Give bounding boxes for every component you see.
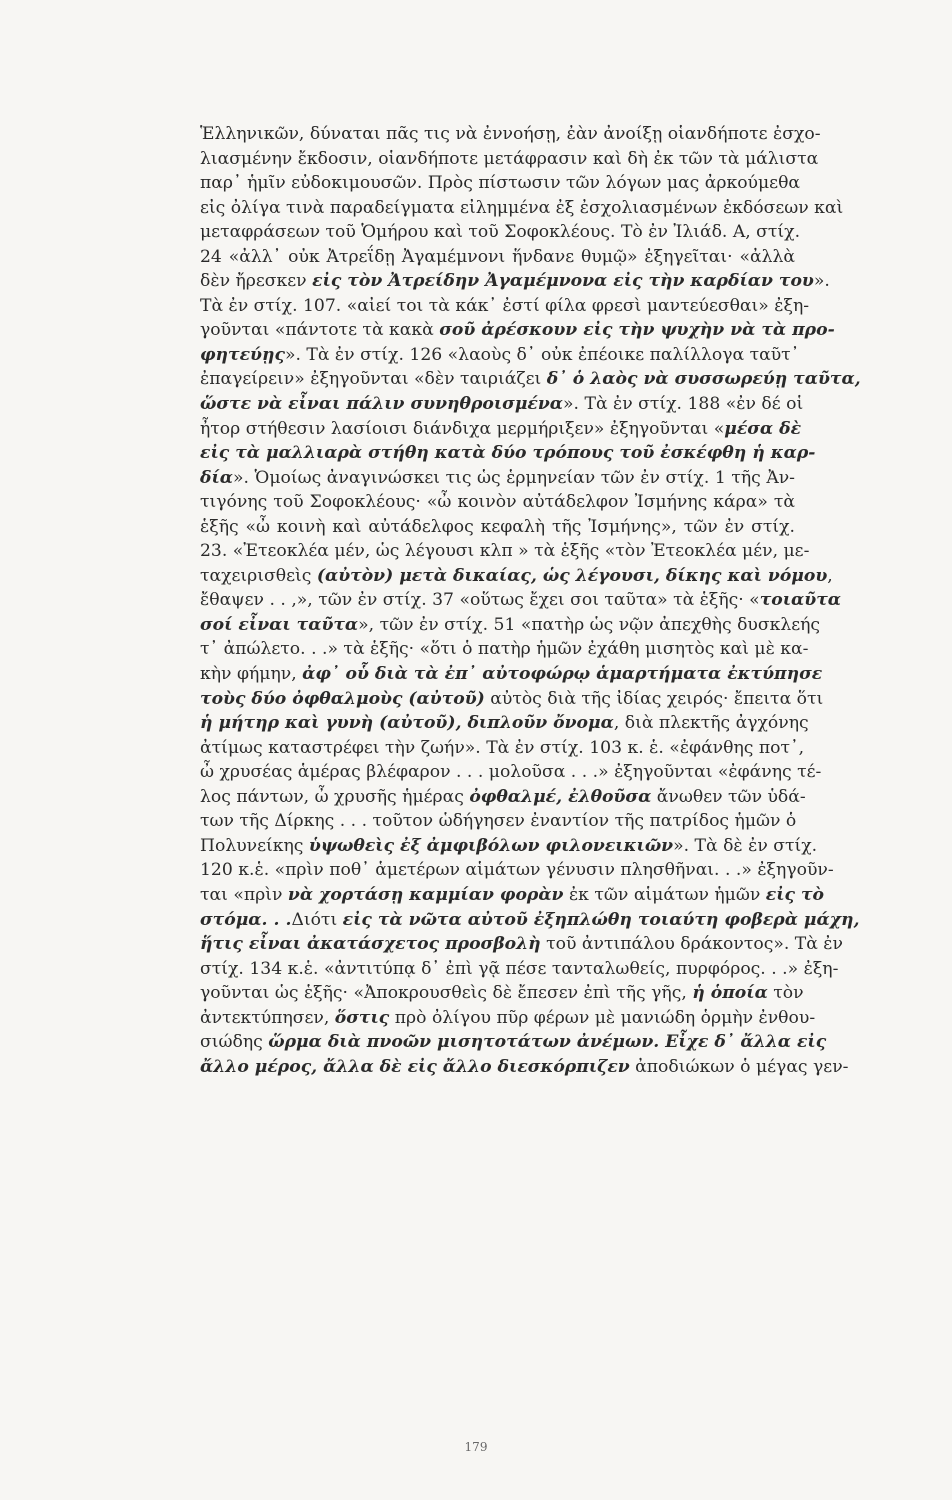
text-line: [200, 441, 816, 466]
text-line: [200, 147, 819, 172]
text-line: [200, 834, 818, 859]
text-run: ἔθαψεν . . ,», τῶν ἐν στίχ. 37 «οὕτως ἔχει σοι ταῦτα» τὰ ἑξῆς· «: [200, 590, 760, 611]
emphasized-text: ὅστις: [334, 1007, 390, 1028]
text-line: [200, 122, 821, 147]
text-line: [200, 637, 809, 662]
text-run: των τῆς Δίρκης . . . τοῦτον ὡδήγησεν ἐναντίον τῆς πατρίδος ἡμῶν ὁ: [200, 811, 797, 832]
emphasized-text: δία: [200, 467, 234, 488]
emphasized-text: τοιαῦτα: [759, 590, 841, 611]
text-line: [200, 417, 802, 442]
text-run: ται «πρὶν: [200, 884, 288, 905]
emphasized-text: ἡ μήτηρ καὶ γυνὴ (αὐτοῦ), διπλοῦν ὄνομα: [200, 713, 614, 734]
text-line: [200, 564, 833, 589]
text-run: λος πάντων, ὦ χρυσῆς ἡμέρας: [200, 786, 470, 807]
text-run: ἀτίμως καταστρέφει τὴν ζωήν». Τὰ ἐν στίχ. 103 κ. ἑ. «ἐφάνθης ποτ᾽,: [200, 737, 805, 758]
emphasized-text: εἰς τὸ: [765, 884, 825, 905]
emphasized-text: ἀφ᾽ οὗ διὰ τὰ ἐπ᾽ αὐτοφώρῳ ἁμαρτήματα ἐκτύπησε: [302, 664, 823, 685]
text-run: παρ᾽ ἡμῖν εὐδοκιμουσῶν. Πρὸς πίστωσιν τῶν λόγων μας ἀρκούμεθα: [200, 173, 801, 194]
text-line: [200, 245, 795, 270]
text-run: λιασμένην ἔκδοσιν, οἱανδήποτε μετάφρασιν καὶ δὴ ἐκ τῶν τὰ μάλιστα: [200, 148, 819, 169]
text-line: [200, 220, 801, 245]
text-line: [200, 662, 823, 687]
text-run: ,: [827, 565, 833, 586]
text-run: στίχ. 134 κ.ἑ. «ἀντιτύπᾳ δ᾽ ἐπὶ γᾷ πέσε τανταλωθείς, πυρφόρος. . .» ἐξη-: [200, 958, 839, 979]
text-run: τοῦ ἀντιπάλου δράκοντος». Τὰ ἐν: [540, 934, 843, 955]
text-line: [200, 1006, 816, 1031]
text-line: [200, 515, 795, 540]
emphasized-text: ἡ ὁποία: [692, 983, 768, 1004]
text-run: 120 κ.ἑ. «πρὶν ποθ᾽ ἁμετέρων αἱμάτων γένυσιν πλησθῆναι. . .» ἐξηγοῦν-: [200, 860, 834, 881]
emphasized-text: μέσα δὲ: [724, 418, 802, 439]
text-run: μεταφράσεων τοῦ Ὁμήρου καὶ τοῦ Σοφοκλέους. Τὸ ἐν Ἰλιάδ. Α, στίχ.: [200, 222, 801, 243]
text-line: [200, 809, 795, 834]
emphasized-text: ὥρμα διὰ πνοῶν μισητοτάτων ἀνέμων. Εἶχε δ᾽ ἄλλα εἰς: [268, 1032, 827, 1053]
emphasized-text: νὰ χορτάσῃ καμμίαν φορὰν: [287, 884, 564, 905]
text-line: [200, 196, 844, 221]
text-run: », τῶν ἐν στίχ. 51 «πατὴρ ὡς νῷν ἀπεχθὴς δυσκλεής: [358, 614, 821, 635]
emphasized-text: σοῦ ἀρέσκουν εἰς τὴν ψυχὴν νὰ τὰ προ-: [439, 320, 835, 341]
text-run: γοῦνται «πάντοτε τὰ κακὰ: [200, 320, 440, 341]
text-run: ».: [813, 271, 830, 292]
text-run: γοῦνται ὡς ἑξῆς· «Ἀποκρουσθεὶς δὲ ἔπεσεν ἐπὶ τῆς γῆς,: [200, 983, 693, 1004]
text-line: [200, 932, 843, 957]
text-line: [200, 760, 822, 785]
emphasized-text: φητεύῃς: [200, 344, 285, 365]
emphasized-text: εἰς τὰ μαλλιαρὰ στήθη κατὰ δύο τρόπους τοῦ ἐσκέφθη ἡ καρ-: [200, 443, 816, 464]
text-run: 24 «ἀλλ᾽ οὐκ Ἀτρεΐδῃ Ἀγαμέμνονι ἥνδανε θυμῷ» ἐξηγεῖται· «ἀλλὰ: [200, 246, 795, 267]
text-run: δὲν ἤρεσκεν: [200, 271, 313, 292]
text-line: [200, 1055, 849, 1080]
text-run: κὴν φήμην,: [200, 664, 303, 685]
page-number: 179: [464, 1440, 488, 1454]
text-run: Τὰ ἐν στίχ. 107. «αἰεί τοι τὰ κάκ᾽ ἐστί φίλα φρεσὶ μαντεύεσθαι» ἐξη-: [200, 295, 810, 316]
emphasized-text: ὑψωθεὶς ἐξ ἀμφιβόλων φιλονεικιῶν: [308, 835, 674, 856]
text-line: [200, 957, 839, 982]
emphasized-text: εἰς τὸν Ἀτρείδην Ἀγαμέμνονα εἰς τὴν καρδίαν του: [312, 271, 814, 292]
text-run: , διὰ πλεκτῆς ἀγχόνης: [613, 713, 809, 734]
text-line: [200, 687, 824, 712]
text-run: 23. «Ἐτεοκλέα μέν, ὡς λέγουσι κλπ » τὰ ἑξῆς «τὸν Ἐτεοκλέα μέν, με-: [200, 541, 810, 562]
text-run: ταχειρισθεὶς: [200, 565, 317, 586]
text-run: ἄνωθεν τῶν ὑδά-: [651, 786, 806, 807]
text-run: ». Τὰ ἐν στίχ. 188 «ἐν δέ οἱ: [563, 394, 804, 415]
text-line: [200, 858, 834, 883]
text-line: [200, 392, 804, 417]
text-run: εἰς ὀλίγα τινὰ παραδείγματα εἰλημμένα ἐξ ἐσχολιασμένων ἐκδόσεων καὶ: [200, 197, 844, 218]
text-run: πρὸ ὀλίγου πῦρ φέρων μὲ μανιώδη ὁρμὴν ἐνθου-: [389, 1007, 816, 1028]
text-run: Διότι: [291, 909, 343, 930]
text-line: [200, 613, 821, 638]
text-run: ». Ὁμοίως ἀναγινώσκει τις ὡς ἑρμηνείαν τῶν ἐν στίχ. 1 τῆς Ἀν-: [233, 467, 795, 488]
emphasized-text: ὀφθαλμέ, ἐλθοῦσα: [469, 786, 652, 807]
body-text: [200, 122, 861, 1079]
emphasized-text: ἄλλο μέρος, ἄλλα δὲ εἰς ἄλλο διεσκόρπιζεν: [200, 1056, 630, 1077]
text-line: [200, 269, 830, 294]
text-run: ἀποδιώκων ὁ μέγας γεν-: [629, 1056, 849, 1077]
emphasized-text: (αὐτὸν) μετὰ δικαίας, ὡς λέγουσι, δίκης καὶ νόμου: [316, 565, 828, 586]
text-line: [200, 318, 835, 343]
text-line: [200, 711, 809, 736]
emphasized-text: στόμα. . .: [200, 909, 292, 930]
text-run: ἐκ τῶν αἱμάτων ἡμῶν: [563, 884, 766, 905]
emphasized-text: τοὺς δύο ὀφθαλμοὺς (αὐτοῦ): [200, 688, 485, 709]
text-run: ἦτορ στήθεσιν λασίοισι διάνδιχα μερμήριξεν» ἐξηγοῦνται «: [200, 418, 725, 439]
text-line: [200, 908, 860, 933]
text-run: ὦ χρυσέας ἁμέρας βλέφαρον . . . μολοῦσα . . .» ἐξηγοῦνται «ἐφάνης τέ-: [200, 762, 822, 783]
text-run: ». Τὰ δὲ ἐν στίχ.: [673, 835, 818, 856]
text-run: Ἑλληνικῶν, δύναται πᾶς τις νὰ ἐννοήσῃ, ἐὰν ἀνοίξῃ οἱανδήποτε ἐσχο-: [200, 124, 821, 144]
text-line: [200, 736, 805, 761]
text-run: ἐπαγείρειν» ἐξηγοῦνται «δὲν ταιριάζει: [200, 369, 547, 390]
text-line: [200, 490, 795, 515]
text-line: [200, 343, 800, 368]
text-line: [200, 294, 810, 319]
emphasized-text: ὥστε νὰ εἶναι πάλιν συνηθροισμένα: [200, 394, 564, 415]
text-run: ἑξῆς «ὦ κοινὴ καὶ αὐτάδελφος κεφαλὴ τῆς Ἰσμήνης», τῶν ἐν στίχ.: [200, 516, 795, 537]
text-line: [200, 883, 825, 908]
emphasized-text: δ᾽ ὁ λαὸς νὰ συσσωρεύῃ ταῦτα,: [546, 369, 861, 390]
text-run: τὸν: [767, 983, 804, 1004]
text-line: [200, 171, 801, 196]
text-line: [200, 539, 810, 564]
text-line: [200, 785, 806, 810]
text-line: [200, 466, 795, 491]
emphasized-text: ἥτις εἶναι ἀκατάσχετος προσβολὴ: [200, 934, 541, 955]
text-line: [200, 981, 804, 1006]
text-line: [200, 367, 861, 392]
text-run: Πολυνείκης: [200, 835, 309, 856]
emphasized-text: σοί εἶναι ταῦτα: [200, 614, 359, 635]
emphasized-text: εἰς τὰ νῶτα αὐτοῦ ἐξηπλώθη τοιαύτη φοβερὰ μάχη,: [342, 909, 860, 930]
text-run: ». Τὰ ἐν στίχ. 126 «λαοὺς δ᾽ οὐκ ἐπέοικε παλίλλογα ταῦτ᾽: [284, 344, 800, 365]
text-run: τ᾽ ἀπώλετο. . .» τὰ ἑξῆς· «ὅτι ὁ πατὴρ ἡμῶν ἐχάθη μισητὸς καὶ μὲ κα-: [200, 639, 809, 660]
text-run: σιώδης: [200, 1032, 269, 1053]
text-run: αὐτὸς διὰ τῆς ἰδίας χειρός· ἔπειτα ὅτι: [484, 688, 824, 709]
text-run: ἀντεκτύπησεν,: [200, 1007, 335, 1028]
text-run: τιγόνης τοῦ Σοφοκλέους· «ὦ κοινὸν αὐτάδελφον Ἰσμήνης κάρα» τὰ: [200, 492, 795, 513]
text-line: [200, 588, 841, 613]
text-line: [200, 1030, 827, 1055]
